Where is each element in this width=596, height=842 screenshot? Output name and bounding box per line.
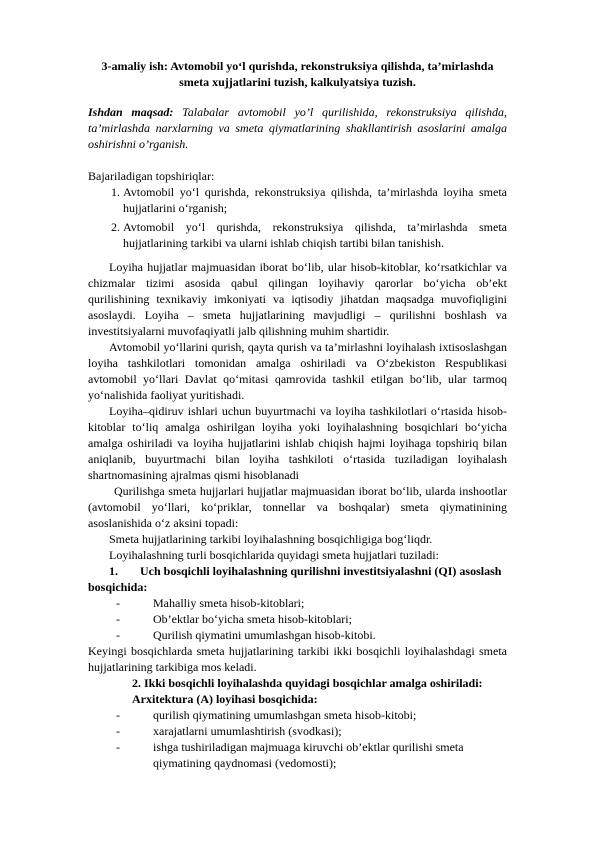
document-page [88,58,507,771]
tasks-heading: Bajariladigan topshiriqlar: [88,169,215,183]
section-2-subheading: Arxitektura (A) loyihasi bosqichida: [132,692,318,706]
paragraph-5: Smeta hujjatlarining tarkibi loyihalashning bosqichligiga bog‘liqdr. [109,532,433,546]
list-1 [88,595,507,643]
dash-marker: - [116,628,120,642]
section-1-heading [88,563,507,595]
list-item-text: Qurilish qiymatini umumlashgan hisob-kitobi. [153,628,376,642]
dash-marker: - [116,596,120,610]
list-2 [88,707,507,771]
list-item-text: Mahalliy smeta hisob-kitoblari; [153,596,305,610]
list-item [88,611,507,627]
list-item-text: Ob’ektlar bo‘yicha smeta hisob-kitoblari; [153,612,352,626]
list-item [88,627,507,643]
list-item-text: ishga tushiriladigan majmuaga kiruvchi ob’ektlar qurilishi smeta qiymatining qaydnomasi (vedomosti); [153,740,464,770]
dash-marker: - [116,724,120,738]
list-item-text: xarajatlarni umumlashtirish (svodkasi); [153,724,342,738]
list-item-text: qurilish qiymatining umumlashgan smeta hisob-kitobi; [153,708,417,722]
paragraph-4: Qurilishga smeta hujjarlari hujjatlar majmuasidan iborat bo‘lib, ularda inshootlar (avtomobil yo‘llari, ko‘priklar, tonnellar va boshqalar) smeta qiymatinining asoslanishida o‘z aksini topadi: [88,484,507,530]
page-title: 3-amaliy ish: Avtomobil yo‘l qurishda, rekonstruksiya qilishda, ta’mirlashda smeta xujjatlarini tuzish, kalkulyatsiya tuzish. [101,59,494,89]
paragraph-6: Loyihalashning turli bosqichlarida quyidagi smeta hujjatlari tuziladi: [109,548,439,562]
section-1-text: Uch bosqichli loyihalashning qurilishni investitsiyalashni (QI) asoslash bosqichida: [88,564,502,594]
goal-text: Talabalar avtomobil yo’l qurilishida, rekonstruksiya qilishda, ta’mirlashda narxlarning va smeta qiymatlarining shakllantirish asoslarini amalga oshirishni o’rganish. [88,105,507,151]
list-item [88,739,507,771]
paragraph-1: Loyiha hujjatlar majmuasidan iborat bo‘lib, ular hisob-kitoblar, ko‘rsatkichlar va chizmalar tizimi asosida qabul qilingan loyihaviy qarorlar bo‘yicha ob’ekt qurilishining texnikaviy imkoniyati va iqtisodiy jihatdan maqsadga muvofiqligini asoslaydi. Loyiha – smeta hujjatlarining mavjudligi – qurilishni boshlash va investitsiyalarni muvofaqiyatli jalb qilishning muhim shartidir. [88,260,507,338]
section-1-number: 1. [109,564,118,578]
list-item [88,723,507,739]
dash-marker: - [116,708,120,722]
dash-marker: - [116,612,120,626]
goal-paragraph [88,104,507,152]
dash-marker: - [116,740,120,754]
paragraph-3: Loyiha–qidiruv ishlari uchun buyurtmachi va loyiha tashkilotlari o‘rtasida hisob-kitoblar to‘liq amalga oshirilgan loyiha yoki loyihalashning bosqichlari bo‘yicha amalga oshiriladi va loyiha hujjatlarini ishlab chiqish hajmi loyihaga topshiriq bilan aniqlanib, buyurtmachi bilan loyiha tashkiloti o‘rtasida tuziladigan loyihalash shartnomasining ajralmas qismi hisoblanadi [88,404,507,482]
paragraph-7: Keyingi bosqichlarda smeta hujjatlarining tarkibi ikki bosqichli loyihalashdagi smeta hujjatlarining tarkibiga mos keladi. [88,644,507,674]
task-item: 2. Avtomobil yo‘l qurishda, rekonstruksiya qilishda, ta’mirlashda smeta hujjatlarining tarkibi va ularni ishlab chiqish tartibi bilan tanishish. [123,219,507,251]
task-item: 1. Avtomobil yo‘l qurishda, rekonstruksiya qilishda, ta’mirlashda loyiha smeta hujjatlarini o‘rganish; [123,184,507,216]
tasks-list [88,184,507,251]
list-item [88,707,507,723]
list-item [88,595,507,611]
section-2-heading: 2. Ikki bosqichli loyihalashda quyidagi bosqichlar amalga oshiriladi: [132,676,483,690]
paragraph-2: Avtomobil yo‘llarini qurish, qayta qurish va ta’mirlashni loyihalash ixtisoslashgan loyiha tashkilotlari tomonidan amalga oshiriladi va O‘zbekiston Respublikasi avtomobil yo‘llari Davlat qo‘mitasi qamrovida tashkil etilgan bo‘lib, ular tarmoq yo‘nalishida faoliyat yuritishadi. [88,340,507,402]
goal-label: Ishdan maqsad: [88,105,174,119]
